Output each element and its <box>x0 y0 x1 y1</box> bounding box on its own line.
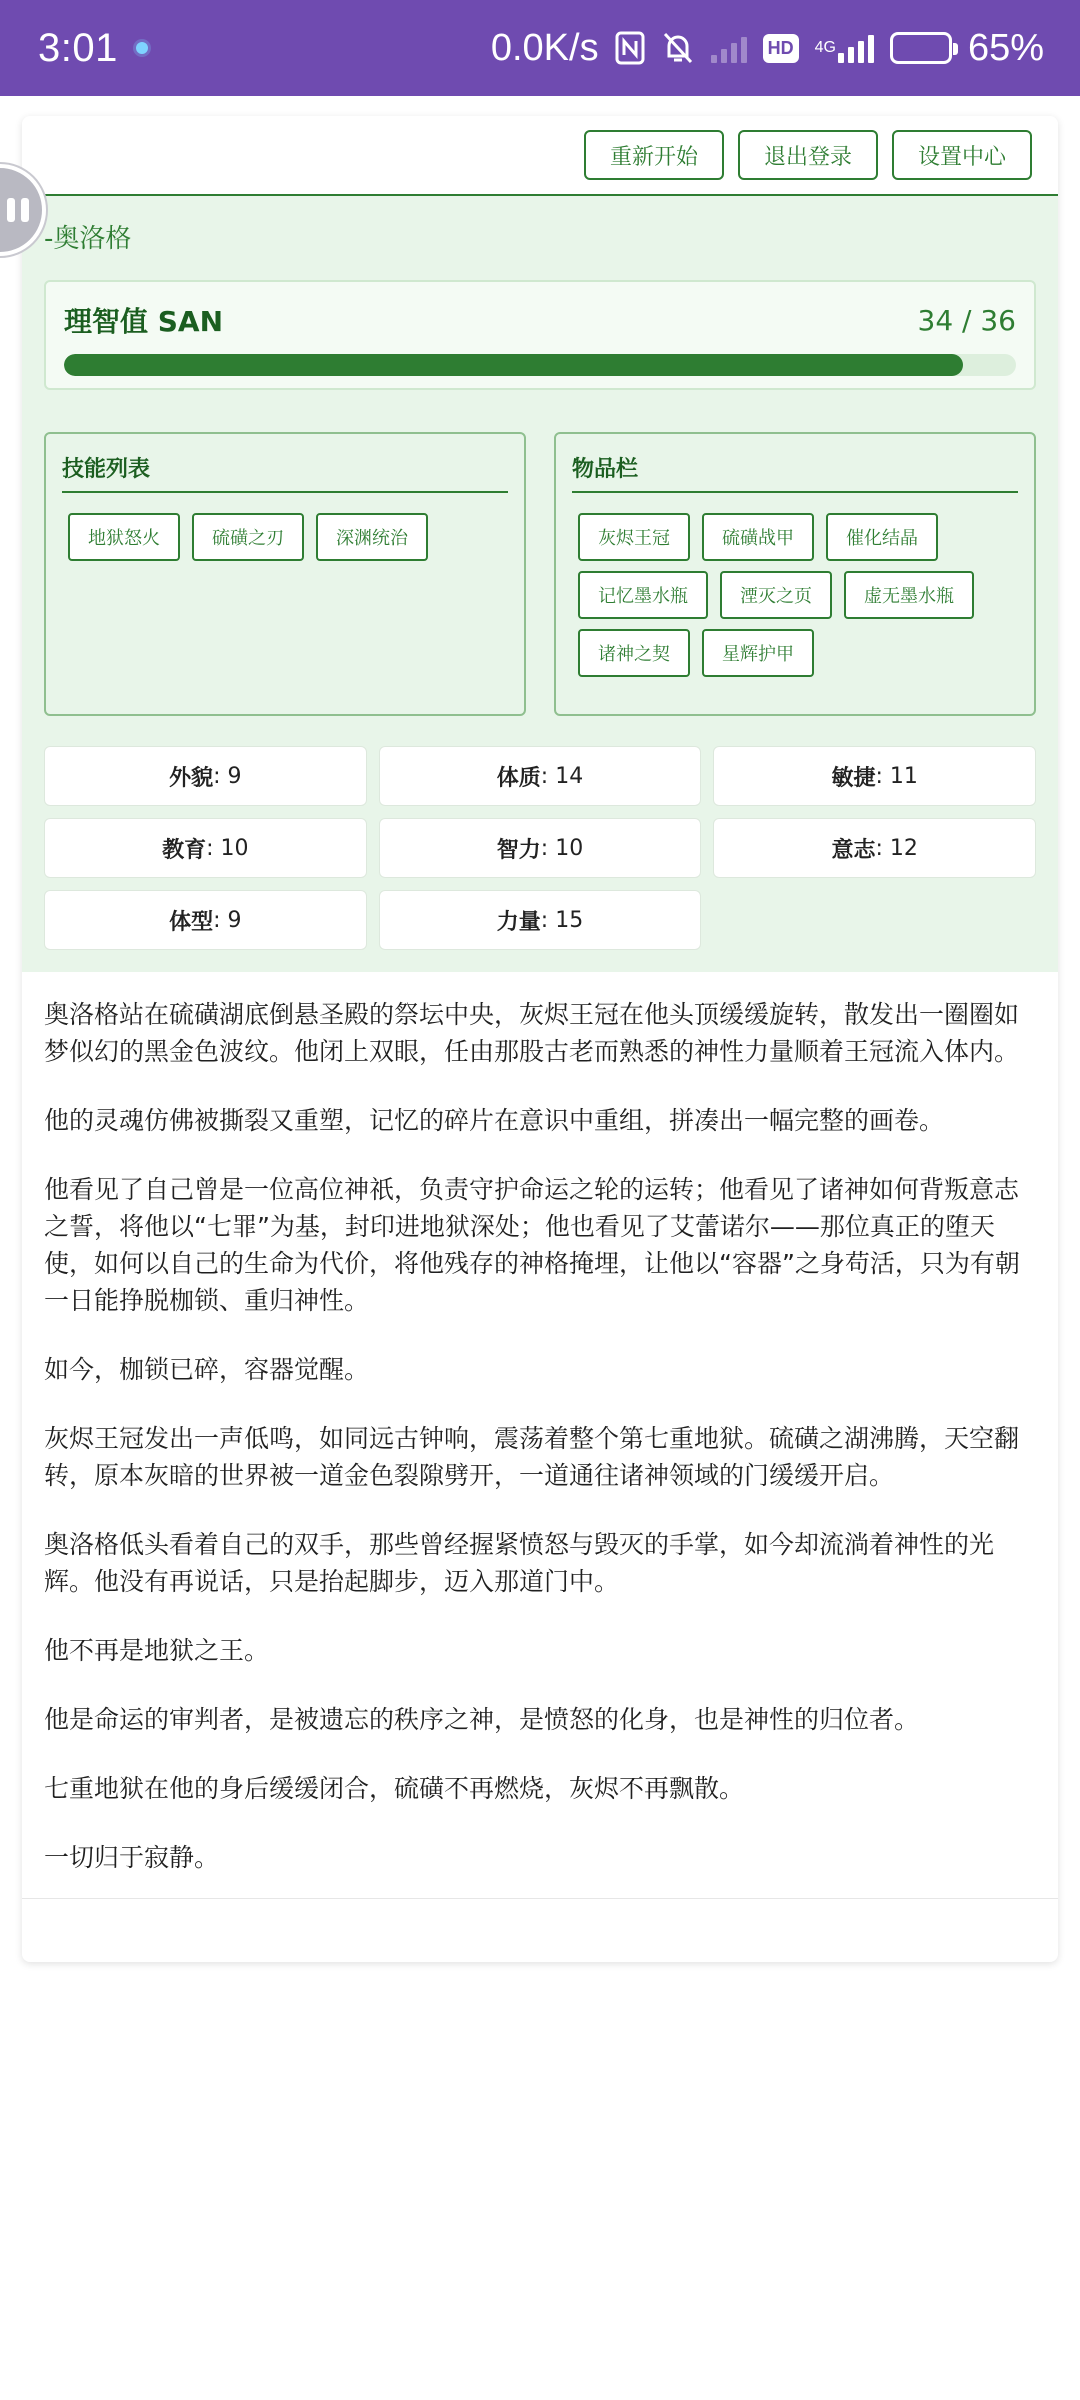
status-time: 3:01 <box>38 25 118 70</box>
story-paragraph: 如今，枷锁已碎，容器觉醒。 <box>44 1355 370 1384</box>
attribute-value: : 9 <box>213 763 242 789</box>
app-notification-icon <box>136 42 148 54</box>
story-paragraph: 一切归于寂静。 <box>44 1843 220 1872</box>
skill-chip[interactable]: 地狱怒火 <box>68 513 180 561</box>
item-chip[interactable]: 催化结晶 <box>826 513 938 561</box>
battery-icon <box>890 32 952 64</box>
san-progress-bar <box>64 354 1016 376</box>
settings-button[interactable]: 设置中心 <box>892 130 1032 180</box>
network-type: 4G <box>814 39 836 56</box>
pause-icon <box>7 198 29 222</box>
story-paragraph: 奥洛格站在硫磺湖底倒悬圣殿的祭坛中央，灰烬王冠在他头顶缓缓旋转，散发出一圈圈如梦似幻的黑金色波纹。他闭上双眼，任由那股古老而熟悉的神性力量顺着王冠流入体内。 <box>44 1000 1020 1066</box>
san-box <box>44 280 1036 390</box>
attribute-value: : 14 <box>540 763 584 789</box>
skills-panel <box>44 432 526 716</box>
top-action-bar <box>22 116 1058 196</box>
character-name: -奥洛格 <box>44 223 132 254</box>
attribute-label: 敏捷 <box>831 765 876 791</box>
character-panel <box>22 196 1058 972</box>
skills-list <box>62 513 508 561</box>
bell-off-icon <box>661 30 695 66</box>
attribute-value: : 11 <box>875 763 918 789</box>
item-chip[interactable]: 记忆墨水瓶 <box>578 571 708 619</box>
skill-chip[interactable]: 深渊统治 <box>316 513 428 561</box>
net-speed: 0.0K/s <box>490 26 599 69</box>
hd-icon: HD <box>763 34 799 63</box>
attribute-agility <box>713 746 1036 806</box>
signal-4g-icon <box>815 33 874 63</box>
attributes-grid <box>44 746 1036 950</box>
item-chip[interactable]: 诸神之契 <box>578 629 690 677</box>
attribute-label: 力量 <box>496 909 541 935</box>
item-chip[interactable]: 硫磺战甲 <box>702 513 814 561</box>
attribute-value: : 12 <box>875 835 918 861</box>
story-paragraph: 他不再是地狱之王。 <box>44 1636 270 1665</box>
attribute-intelligence <box>379 818 702 878</box>
skills-title: 技能列表 <box>62 452 508 493</box>
story-paragraph: 他的灵魂仿佛被撕裂又重塑，记忆的碎片在意识中重组，拼凑出一幅完整的画卷。 <box>44 1106 945 1135</box>
item-chip[interactable]: 灰烬王冠 <box>578 513 690 561</box>
signal-weak-icon <box>711 33 747 63</box>
nfc-icon <box>615 31 645 65</box>
attribute-strength <box>379 890 702 950</box>
attribute-label: 智力 <box>496 837 541 863</box>
san-progress-fill <box>64 354 963 376</box>
game-card <box>22 116 1058 1962</box>
story-paragraph: 奥洛格低头看着自己的双手，那些曾经握紧愤怒与毁灭的手掌，如今却流淌着神性的光辉。他没有再说话，只是抬起脚步，迈入那道门中。 <box>44 1530 995 1596</box>
item-chip[interactable]: 虚无墨水瓶 <box>844 571 974 619</box>
item-chip[interactable]: 湮灭之页 <box>720 571 832 619</box>
attribute-value: : 10 <box>206 835 249 861</box>
attribute-value: : 15 <box>540 907 584 933</box>
attribute-value: : 10 <box>540 835 584 861</box>
story-paragraph: 灰烬王冠发出一声低鸣，如同远古钟响，震荡着整个第七重地狱。硫磺之湖沸腾，天空翻转，原本灰暗的世界被一道金色裂隙劈开，一道通往诸神领域的门缓缓开启。 <box>44 1424 1020 1490</box>
attribute-label: 意志 <box>831 837 876 863</box>
attribute-appearance <box>44 746 367 806</box>
attribute-label: 体型 <box>169 909 214 935</box>
attribute-constitution <box>379 746 702 806</box>
inventory-title: 物品栏 <box>572 452 1018 493</box>
story-text <box>22 972 1058 1876</box>
logout-button[interactable]: 退出登录 <box>738 130 878 180</box>
attribute-value: : 9 <box>213 907 242 933</box>
story-paragraph: 他是命运的审判者，是被遗忘的秩序之神，是愤怒的化身，也是神性的归位者。 <box>44 1705 920 1734</box>
story-paragraph: 他看见了自己曾是一位高位神祇，负责守护命运之轮的运转；他看见了诸神如何背叛意志之誓，将他以“七罪”为基，封印进地狱深处；他也看见了艾蕾诺尔——那位真正的堕天使，如何以自己的生命为代价，将他残存的神格掩埋，让他以“容器”之身苟活，只为有朝一日能挣脱枷锁、重归神性。 <box>44 1175 1020 1315</box>
san-value: 34 / 36 <box>917 303 1016 337</box>
skill-chip[interactable]: 硫磺之刃 <box>192 513 304 561</box>
inventory-list <box>572 513 1018 677</box>
story-paragraph: 七重地狱在他的身后缓缓闭合，硫磺不再燃烧，灰烬不再飘散。 <box>44 1774 745 1803</box>
status-bar <box>0 0 1080 96</box>
attribute-education <box>44 818 367 878</box>
attribute-label: 教育 <box>162 837 207 863</box>
attribute-size <box>44 890 367 950</box>
attribute-label: 体质 <box>496 765 541 791</box>
story-footer-divider <box>22 1898 1058 1958</box>
inventory-panel <box>554 432 1036 716</box>
attribute-will <box>713 818 1036 878</box>
restart-button[interactable]: 重新开始 <box>584 130 724 180</box>
san-title: 理智值 SAN <box>64 305 224 338</box>
item-chip[interactable]: 星辉护甲 <box>702 629 814 677</box>
attribute-label: 外貌 <box>169 765 214 791</box>
battery-percent: 65% <box>967 26 1044 69</box>
